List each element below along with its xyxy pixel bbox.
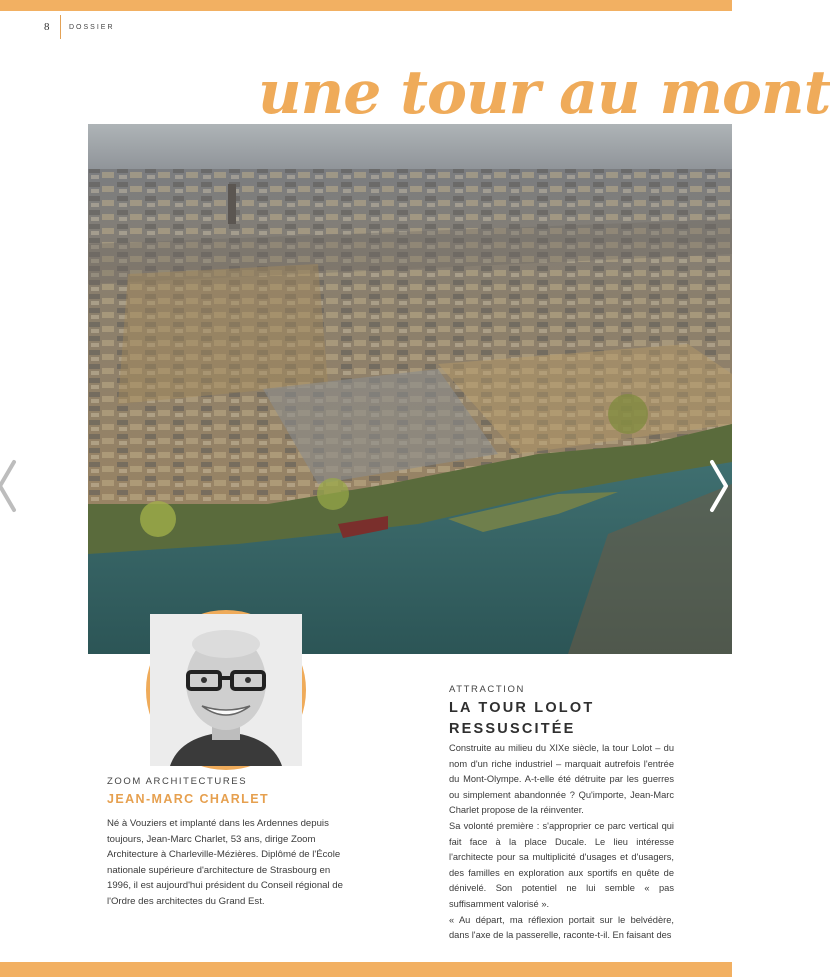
profile-kicker: ZOOM ARCHITECTURES — [107, 776, 248, 787]
profile-name: JEAN-MARC CHARLET — [107, 792, 269, 806]
chevron-right-icon — [706, 458, 732, 514]
chevron-left-icon — [0, 458, 20, 514]
article-paragraph: Sa volonté première : s'approprier ce parc vertical qui fait face à la place Ducale. Le lieu intéresse l'architecte pour sa multiplicité d'usages et d'usagers, des familles en exploration aux sportifs en quête de dénivelé. Son potentiel ne lui semble « pas suffisamment valorisé ». — [449, 820, 674, 909]
profile-bio: Né à Vouziers et implanté dans les Ardennes depuis toujours, Jean-Marc Charlet, 53 ans, dirige Zoom Architecture à Charleville-Mézières. Diplômé de l'École nationale supérieure d'architecture de Strasbourg en 1996, il est aujourd'hui président du Conseil régional de l'Ordre des architectes du Grand Est. — [107, 818, 343, 907]
page-title: une tour au mont — [258, 58, 830, 128]
aerial-city-photo — [88, 124, 732, 654]
article-headline: LA TOUR LOLOT RESSUSCITÉE — [449, 700, 595, 737]
previous-page-button[interactable] — [0, 458, 20, 514]
article-body — [449, 741, 674, 944]
bottom-accent-bar — [0, 962, 732, 977]
article-kicker: ATTRACTION — [449, 684, 525, 695]
article-paragraph: « Au départ, ma réflexion portait sur le belvédère, dans l'axe de la passerelle, raconte-t-il. En faisant des — [449, 914, 674, 941]
page-number: 8 — [44, 21, 50, 33]
article-paragraph: Construite au milieu du XIXe siècle, la tour Lolot – du nom d'un riche industriel – marquait autrefois l'entrée du Mont-Olympe. A-t-elle été détruite par les guerres ou simplement abandonnée ? Qu'importe, Jean-Marc Charlet propose de la réinventer. — [449, 743, 674, 816]
section-label: DOSSIER — [69, 24, 115, 31]
next-page-button[interactable] — [706, 458, 732, 514]
top-accent-bar — [0, 0, 732, 11]
portrait-photo — [146, 610, 306, 770]
folio-divider — [60, 15, 61, 39]
